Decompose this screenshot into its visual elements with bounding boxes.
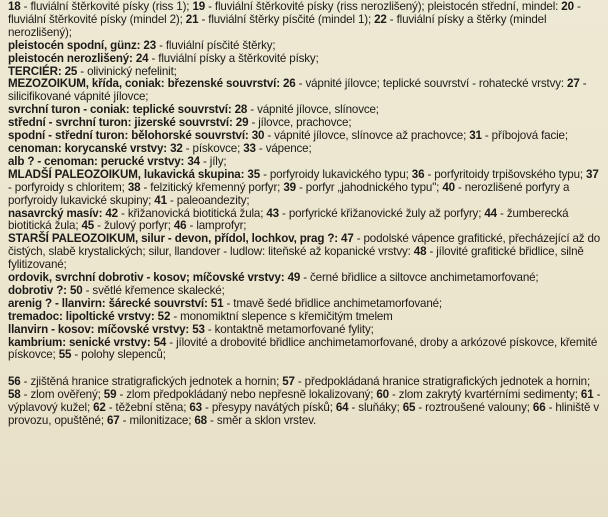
legend-bold-text: 30 [251,129,265,143]
legend-bold-text: 48 [413,245,427,259]
legend-bold-text: alb ? - cenoman: perucké vrstvy: [8,154,188,168]
legend-bold-text: MEZOZOIKUM, křída, coniak: březenské souvrství: [8,77,283,91]
legend-bold-text: 66 [532,401,546,415]
legend-text: - kontaktně metamorfované fylity; [204,322,374,336]
legend-entry [8,208,602,234]
legend-text: - výplavový kužel; [8,388,601,415]
geological-legend [8,1,602,428]
legend-text: - olivinický nefelinit; [77,64,177,78]
legend-text: - vápnité jílovce, slínovce až prachovce; [264,129,470,143]
legend-text: - fluviální písčité štěrky; [156,38,276,52]
legend-text: - polohy slepenců; [71,348,166,362]
legend-bold-text: 64 [335,401,349,415]
legend-bold-text: 63 [189,401,202,415]
legend-bold-text: 42 [105,206,118,220]
legend-text: - fluviální písky a štěrky (mindel nerozlišený); [8,12,547,39]
legend-text: - předpokládaná hranice stratigrafických jednotek a hornin; [294,375,591,389]
legend-bold-text: kambrium: senické vrstvy: [8,335,154,349]
legend-bold-text: 33 [243,141,256,155]
legend-bold-text: střední - svrchní turon: jizerské souvrství: [8,116,236,130]
legend-text: - felzitický křemenný porfyr; [140,180,284,194]
legend-bold-text: 60 [376,388,389,402]
legend-entry [8,376,602,428]
legend-text: - vápnité jílovce, slínovce; [247,103,379,117]
legend-bold-text: 47 [341,232,354,246]
legend-bold-text: 29 [235,116,249,130]
legend-text: - jílovce, prachovce; [248,116,352,130]
legend-text: - zlom předpokládaný nebo nepřesně lokalizovaný; [116,388,377,402]
legend-text: - jílovité grafitické břidlice, silně fylitizované; [8,245,584,272]
legend-text: - porfyroidy lukavického typu; [260,167,412,181]
legend-bold-text: 58 [8,388,21,402]
legend-bold-text: llanvirn - kosov: míčovské vrstvy: [8,322,193,336]
legend-text: - žulový porfyr; [94,219,174,233]
legend-text: - fluviální štěrkovité písky (riss nerozlišený); pleistocén střední, mindel: [205,0,562,13]
legend-bold-text: MLADŠÍ PALEOZOIKUM, lukavická skupina: [8,167,248,181]
legend-text: - zjištěná hranice stratigrafických jednotek a hornin; [20,375,283,389]
legend-bold-text: 67 [107,414,120,428]
legend-bold-text: 28 [234,103,248,117]
legend-bold-text: 61 [580,388,594,402]
legend-text: - těžební stěna; [105,401,190,415]
legend-text: - porfyroidy s chloritem; [8,180,128,194]
legend-bold-text: 24 [135,51,149,65]
legend-bold-text: arenig ? - llanvirn: šárecké souvrství: [8,296,211,310]
legend-text: - jílovité a drobovité břidlice anchimetamorfované, droby a arkózové pískovce, křemité pískovce; [8,335,598,362]
legend-bold-text: pleistocén nerozlišený: [8,51,136,65]
section-gap [8,362,602,376]
legend-bold-text: pleistocén spodní, günz: [8,38,144,52]
legend-bold-text: 53 [192,322,205,336]
legend-text: - pískovce; [182,141,244,155]
legend-text: - fluviální štěrky písčité (mindel 1); [198,12,375,26]
legend-bold-text: spodní - střední turon: bělohorské souvrství: [8,129,252,143]
legend-text: - monomiktní slepence s křemičitým tmelem [170,309,393,323]
legend-text: - silicifikované vápnité jílovce; [8,77,587,104]
legend-text: - lamprofyr; [186,219,247,233]
legend-text: - příbojová facie; [481,129,568,143]
legend-bold-text: 20 [561,0,574,13]
legend-bold-text: STARŠÍ PALEOZOIKUM, silur - devon, přídol, lochkov, prag ?: [8,232,342,246]
legend-text: - hliniště v provozu, opuštěné; [8,401,599,428]
legend-bold-text: 56 [8,375,21,389]
legend-bold-text: 49 [287,271,301,285]
legend-text: - porfyr „jahodnického typu"; [295,180,443,194]
legend-bold-text: svrchní turon - coniak: teplické souvrství: [8,103,235,117]
legend-bold-text: 52 [157,309,171,323]
legend-text: - křižanovická biotitická žula; [117,206,267,220]
legend-entry [8,169,602,208]
legend-bold-text: 35 [247,167,260,181]
legend-bold-text: nasavrcký masív: [8,206,106,220]
legend-text: - přesypy navátých písků; [201,401,336,415]
legend-bold-text: 41 [154,193,167,207]
legend-bold-text: 26 [283,77,296,91]
legend-text: - tmavě šedé břidlice anchimetamorfované; [223,296,442,310]
legend-bold-text: 19 [192,0,206,13]
legend-text: - žumberecká biotitická žula; [8,206,569,233]
legend-entry [8,78,602,104]
legend-bold-text: 31 [469,129,482,143]
legend-bold-text: 44 [484,206,497,220]
legend-bold-text: 22 [374,12,387,26]
legend-bold-text: 59 [103,388,117,402]
legend-text: - zlom zakrytý kvartérními sedimenty; [388,388,581,402]
legend-bold-text: 39 [283,180,296,194]
legend-text: - vápnité jílovce; teplické souvrství - rohatecké vrstvy: [295,77,568,91]
legend-bold-text: 50 [69,283,83,297]
legend-entry [8,233,602,272]
legend-text: - jíly; [199,154,227,168]
legend-text: - milonitizace; [119,414,195,428]
legend-bold-text: 51 [210,296,224,310]
legend-bold-text: cenoman: korycanské vrstvy: [8,141,171,155]
legend-bold-text: 37 [586,167,599,181]
legend-text: - paleoandezity; [166,193,250,207]
legend-text: - světlé křemence skalecké; [82,283,225,297]
legend-bold-text: 55 [58,348,72,362]
legend-bold-text: tremadoc: lipoltické vrstvy: [8,309,158,323]
legend-bold-text: 25 [64,64,78,78]
legend-text: - podolské vápence grafitické, přecházející až do čistých, slabě krystalických; silur, llandover - ludlow: liteňské až kopanické vrstvy: [8,232,601,259]
legend-bold-text: 18 [8,0,21,13]
legend-bold-text: 38 [127,180,141,194]
legend-text: - fluviální štěrkovité písky (mindel 2); [8,0,581,26]
legend-bold-text: 57 [282,375,295,389]
legend-bold-text: 46 [173,219,187,233]
legend-bold-text: 54 [153,335,167,349]
legend-bold-text: 62 [93,401,106,415]
legend-text: - fluviální štěrkovité písky (riss 1); [20,0,193,13]
legend-text: - porfyritoidy trpišovského typu; [424,167,587,181]
legend-entry [8,1,602,40]
legend-bold-text: 40 [442,180,455,194]
legend-bold-text: 43 [266,206,279,220]
legend-bold-text: 34 [187,154,200,168]
legend-text: - vápence; [255,141,312,155]
legend-entry [8,337,602,363]
legend-bold-text: dobrotiv ?: [8,283,70,297]
legend-text: - směr a sklon vrstev. [206,414,317,428]
legend-bold-text: 45 [81,219,95,233]
legend-bold-text: 36 [411,167,425,181]
legend-bold-text: 68 [194,414,207,428]
legend-bold-text: 65 [402,401,416,415]
legend-bold-text: 21 [185,12,199,26]
legend-text: - fluviální písky a štěrkovité písky; [148,51,319,65]
legend-bold-text: TERCIÉR: [8,64,65,78]
legend-bold-text: 32 [170,141,183,155]
legend-text: - porfyrické křižanovické žuly až porfyry; [278,206,485,220]
legend-text: - roztroušené valouny; [415,401,533,415]
legend-bold-text: 23 [143,38,156,52]
legend-text: - nerozlišené porfyry a porfyroidy lukavické skupiny; [8,180,570,207]
legend-text: - zlom ověřený; [20,388,104,402]
legend-text: - černé břidlice a siltovce anchimetamorfované; [300,271,539,285]
legend-bold-text: 27 [567,77,580,91]
legend-text: - sluňáky; [348,401,403,415]
legend-bold-text: ordovik, svrchní dobrotiv - kosov; míčovské vrstvy: [8,271,288,285]
